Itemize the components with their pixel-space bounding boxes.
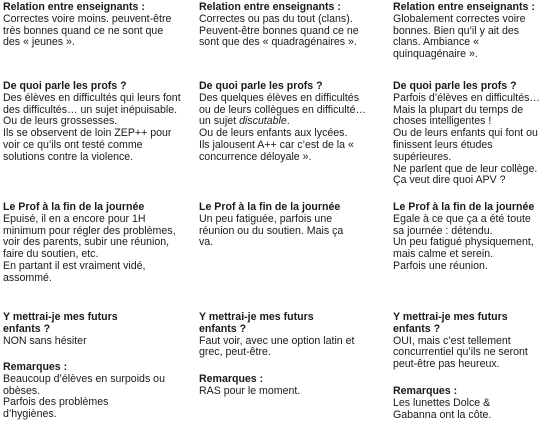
section-text: Ou de leurs enfants qui font ou finissent leurs études supérieures. <box>393 127 538 163</box>
section-text: Parfois d’élèves en difficultés… Mais la plupart du temps de choses intelligentes ! <box>393 91 541 128</box>
section-heading: Y mettrai-je mes futurs enfants ? <box>393 311 508 335</box>
section-heading: Y mettrai-je mes futurs enfants ? <box>3 311 118 335</box>
section-heading: De quoi parle les profs ? <box>199 80 323 92</box>
section-text: Parfois des problèmes d’hygiènes. <box>3 396 109 421</box>
section-heading: De quoi parle les profs ? <box>393 80 517 92</box>
enfants-section <box>3 312 181 347</box>
relation-section <box>199 2 377 49</box>
section-heading: Le Prof à la fin de la journée <box>3 201 145 213</box>
section-heading: Remarques : <box>393 385 458 397</box>
section-heading: De quoi parle les profs ? <box>3 80 127 92</box>
fin-section <box>199 202 377 249</box>
section-text: Ils se observent de loin ZEP++ pour voir ce qu’ils ont testé comme solutions contre la violence. <box>3 127 172 163</box>
profs-section <box>3 81 181 164</box>
column-2 <box>199 2 377 432</box>
section-text: OUI, mais c’est tellement concurrentiel qu’ils ne seront peut-être pas heureux. <box>393 334 528 371</box>
section-text: Les lunettes Dolce & Gabanna ont la côte. <box>393 396 492 421</box>
section-text: Faut voir, avec une option latin et grec, peut-être. <box>199 334 355 359</box>
remarques-section <box>3 362 181 421</box>
section-text: Un peu fatiguée, parfois une réunion ou du soutien. Mais ça va. <box>199 212 344 249</box>
italic-word: discutable <box>239 115 287 128</box>
column-1 <box>3 2 181 432</box>
section-heading: Y mettrai-je mes futurs enfants ? <box>199 311 314 335</box>
column-3 <box>393 2 546 432</box>
section-text: Beaucoup d’élèves en surpoids ou obèses. <box>3 372 165 397</box>
section-text: Ou de leurs grossesses. <box>3 115 118 128</box>
section-text-part: Des quelques élèves en difficultés ou de leurs collègues en difficulté… un sujet <box>199 91 367 128</box>
section-heading: Relation entre enseignants : <box>3 1 145 13</box>
relation-section <box>3 2 181 49</box>
enfants-section <box>199 312 377 359</box>
section-heading: Remarques : <box>3 361 68 373</box>
section-text: Un peu fatigué physiquement, mais calme et serein. <box>393 236 534 261</box>
section-text: Globalement correctes voire bonnes. Bien qu’il y ait des clans. Ambiance « quinquagénaire ». <box>393 12 526 61</box>
remarques-section <box>393 386 546 421</box>
section-text: Ou de leurs enfants aux lycées. <box>199 127 348 140</box>
fin-section <box>3 202 181 285</box>
section-text: En partant il est vraiment vidé, assommé. <box>3 259 146 284</box>
section-text: Epuisé, il en a encore pour 1H minimum pour régler des problèmes, voir des parents, subir une réunion, faire du soutien, etc. <box>3 212 176 261</box>
remarques-section <box>199 374 377 398</box>
section-text: Ne parlent que de leur collège. Ça veut dire quoi APV ? <box>393 162 538 187</box>
profs-section <box>393 81 546 187</box>
section-text: NON sans hésiter <box>3 334 87 347</box>
section-heading: Relation entre enseignants : <box>393 1 535 13</box>
section-text: Egale à ce que ça a été toute sa journée : détendu. <box>393 212 531 237</box>
section-text: Des quelques élèves en difficultés ou de leurs collègues en difficulté… un sujet discutable. <box>199 91 367 128</box>
section-heading: Remarques : <box>199 373 264 385</box>
section-text: Des élèves en difficultés qui leurs font des difficultés… un sujet inépuisable. <box>3 91 181 116</box>
section-text: RAS pour le moment. <box>199 384 301 397</box>
section-text: Correctes ou pas du tout (clans). Peuvent-être bonnes quand ce ne sont que des « quadragénaires ». <box>199 12 359 49</box>
section-heading: Relation entre enseignants : <box>199 1 341 13</box>
relation-section <box>393 2 546 61</box>
profs-section <box>199 81 377 164</box>
fin-section <box>393 202 546 273</box>
section-text: Ils jalousent A++ car c’est de la « concurrence déloyale ». <box>199 138 354 163</box>
enfants-section <box>393 312 546 371</box>
section-heading: Le Prof à la fin de la journée <box>393 201 535 213</box>
section-text: Correctes voire moins. peuvent-être très bonnes quand ce ne sont que des « jeunes ». <box>3 12 172 49</box>
section-heading: Le Prof à la fin de la journée <box>199 201 341 213</box>
section-text: Parfois une réunion. <box>393 259 488 272</box>
